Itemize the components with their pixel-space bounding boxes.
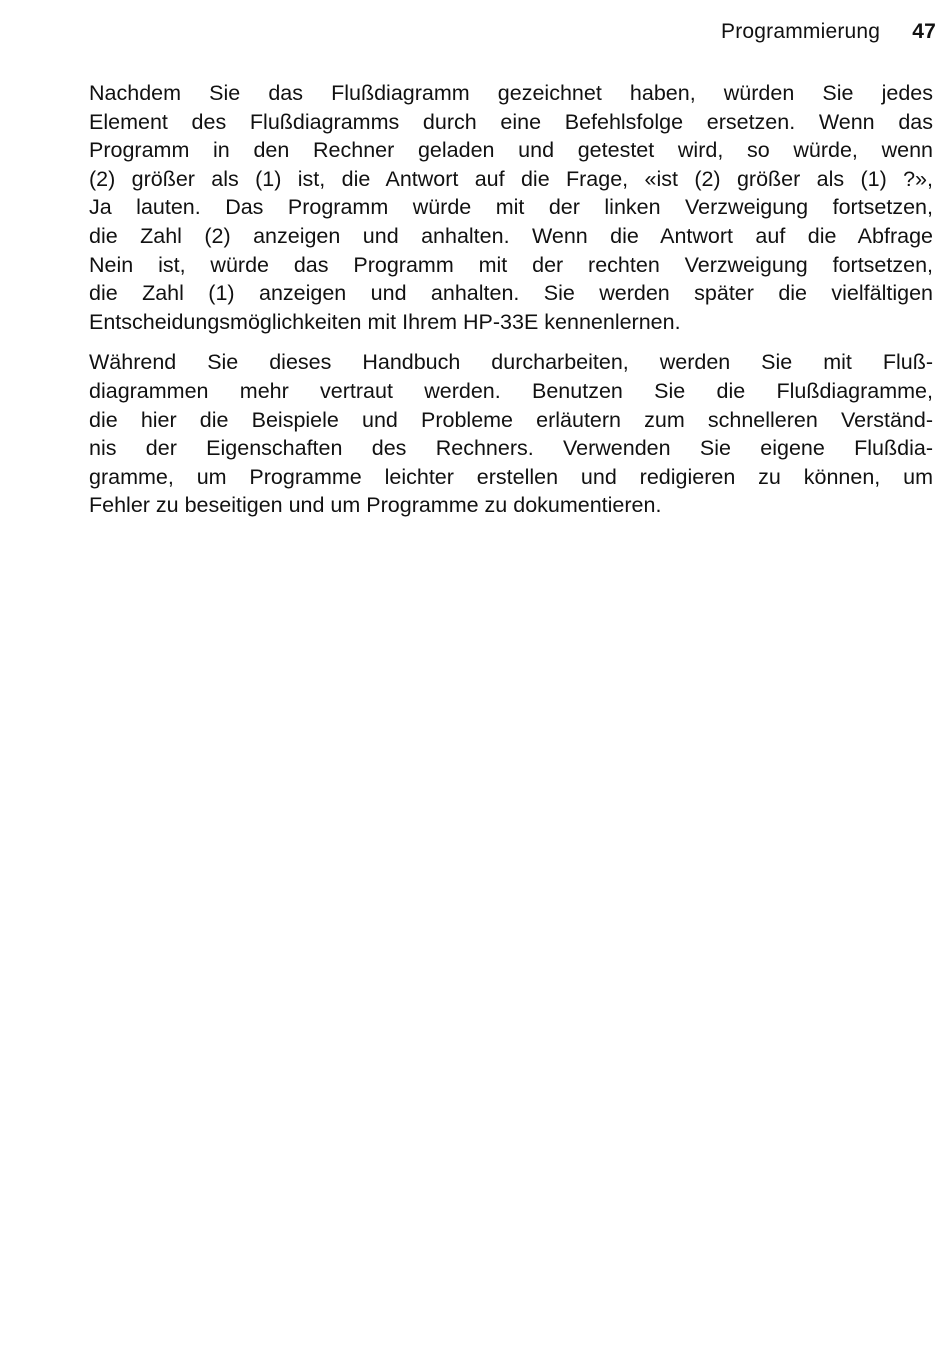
text-line: die hier die Beispiele und Probleme erläutern zum schnelleren Verständ- — [89, 407, 933, 432]
text-line: Nein ist, würde das Programm mit der rechten Verzweigung fortsetzen, — [89, 252, 933, 277]
chapter-title: Programmierung — [720, 20, 881, 43]
text-line: die Zahl (2) anzeigen und anhalten. Wenn die Antwort auf die Abfrage — [89, 223, 933, 248]
text-line: die Zahl (1) anzeigen und anhalten. Sie werden später die vielfältigen — [89, 281, 933, 306]
text-line: Fehler zu beseitigen und um Programme zu dokumentieren. — [89, 493, 662, 518]
text-line: (2) größer als (1) ist, die Antwort auf die Frage, «ist (2) größer als (1) ?», — [89, 166, 933, 191]
text-line: Ja lauten. Das Programm würde mit der linken Verzweigung fortsetzen, — [89, 195, 933, 220]
running-header — [721, 20, 936, 44]
text-line: Nachdem Sie das Flußdiagramm gezeichnet haben, würden Sie jedes — [89, 81, 933, 105]
text-line: nis der Eigenschaften des Rechners. Verwenden Sie eigene Flußdia- — [89, 436, 933, 461]
paragraph-2 — [89, 348, 933, 520]
text-line: Während Sie dieses Handbuch durcharbeiten, werden Sie mit Fluß- — [89, 350, 933, 375]
page-number: 47 — [912, 20, 936, 43]
text-line: Entscheidungsmöglichkeiten mit Ihrem HP-33E kennenlernen. — [89, 309, 681, 334]
text-line: gramme, um Programme leichter erstellen und redigieren zu können, um — [89, 464, 933, 489]
body-text — [89, 79, 933, 520]
text-line: Programm in den Rechner geladen und getestet wird, so würde, wenn — [89, 138, 933, 163]
text-line: diagrammen mehr vertraut werden. Benutzen Sie die Flußdiagramme, — [89, 378, 933, 403]
text-line: Element des Flußdiagramms durch eine Befehlsfolge ersetzen. Wenn das — [89, 109, 933, 134]
paragraph-1 — [89, 79, 933, 336]
